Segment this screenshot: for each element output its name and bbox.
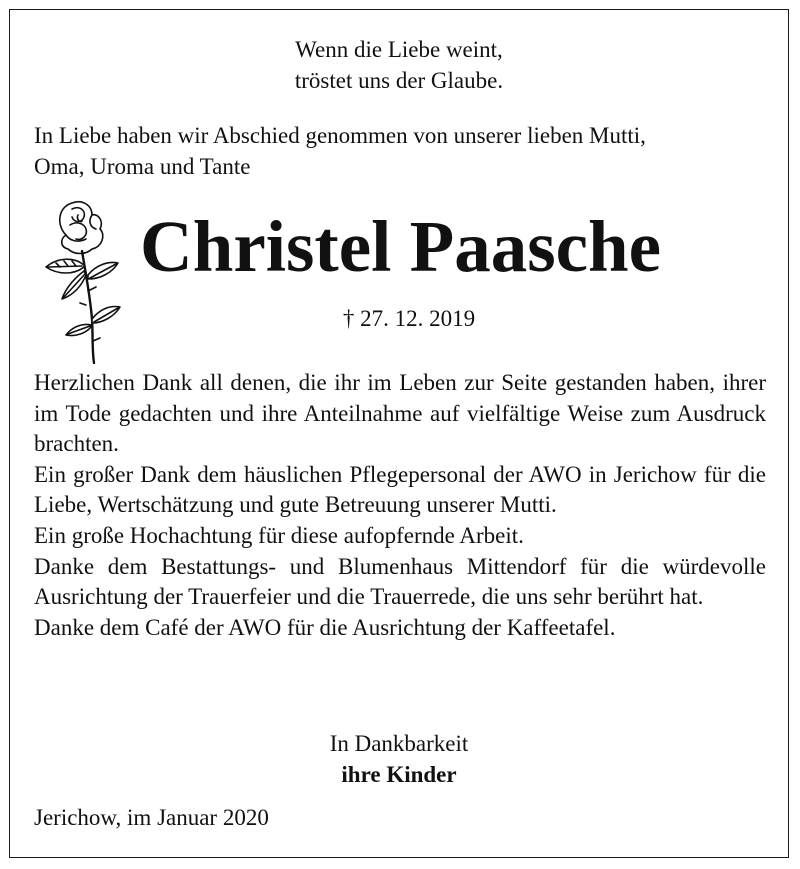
- closing: [10, 728, 788, 790]
- thanks-paragraph-1: Herzlichen Dank all denen, die ihr im Leben zur Seite gestanden haben, ihrer im Tode gedachten und ihre Anteilnahme auf vielfältige Weise zum Ausdruck brachten.: [34, 370, 766, 457]
- thanks-paragraph-2: Ein großer Dank dem häuslichen Pflegepersonal der AWO in Jerichow für die Liebe, Wertschätzung und gute Betreuung unserer Mutti.: [34, 461, 766, 518]
- obituary-notice: [9, 9, 789, 858]
- motto-line-1: Wenn die Liebe weint,: [295, 37, 503, 62]
- closing-line: In Dankbarkeit: [329, 731, 469, 756]
- thanks-paragraph-4: Danke dem Bestattungs- und Blumenhaus Mittendorf für die würdevolle Ausrichtung der Trauerfeier und die Trauerrede, die uns sehr berührt hat.: [34, 553, 766, 610]
- thanks-paragraph-3: Ein große Hochachtung für diese aufopfernde Arbeit.: [34, 522, 524, 548]
- rose-icon: [36, 195, 136, 365]
- intro-line-1: In Liebe haben wir Abschied genommen von unserer lieben Mutti,: [34, 123, 646, 148]
- deceased-name: Christel Paasche: [140, 206, 662, 287]
- motto-line-2: tröstet uns der Glaube.: [294, 68, 504, 93]
- death-date: † 27. 12. 2019: [342, 306, 476, 331]
- signature: ihre Kinder: [341, 762, 457, 787]
- thanks-text: [34, 368, 766, 643]
- intro-text: [34, 120, 764, 182]
- motto: [10, 34, 788, 96]
- thanks-paragraph-5: Danke dem Café der AWO für die Ausrichtung der Kaffeetafel.: [34, 614, 616, 640]
- place-date: Jerichow, im Januar 2020: [34, 805, 269, 830]
- intro-line-2: Oma, Uroma und Tante: [34, 154, 251, 179]
